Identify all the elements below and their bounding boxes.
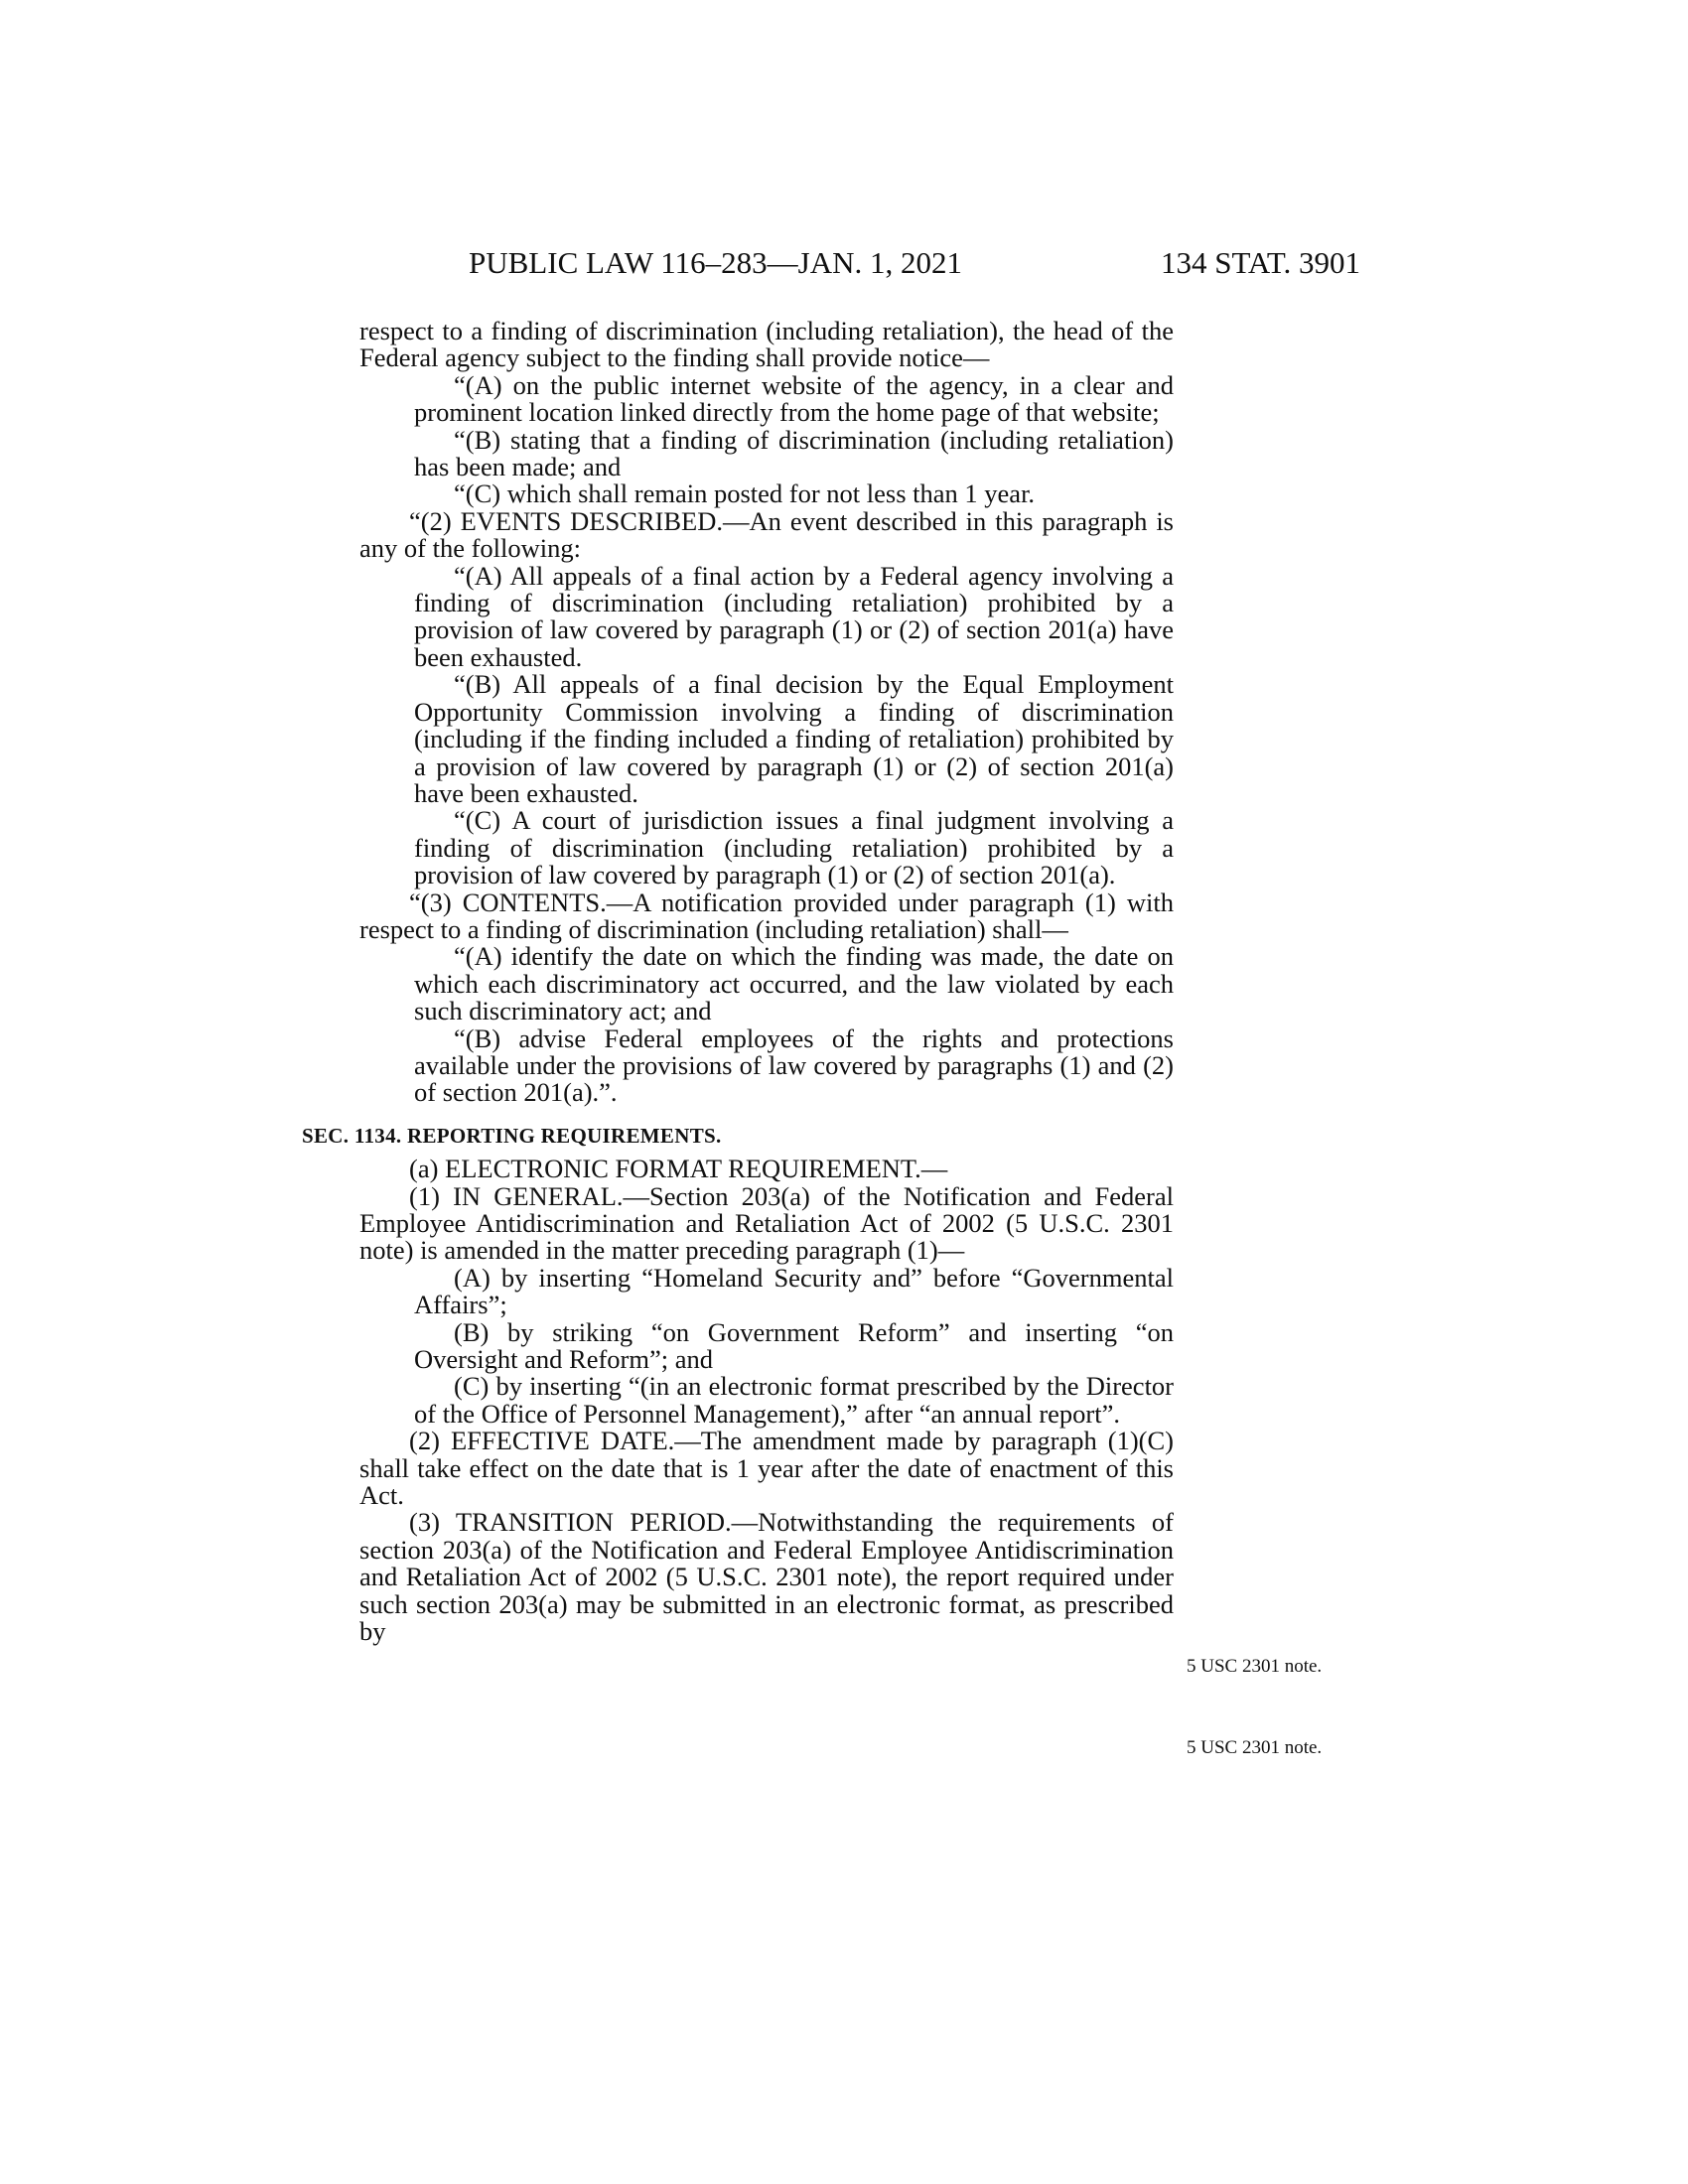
paragraph: (A) by inserting “Homeland Security and” before “Governmental Affairs”; (414, 1262, 1174, 1320)
paragraph: “(C) A court of jurisdiction issues a final judgment involving a finding of discrimination (including retaliation) prohibited by a provision of law covered by paragraph (1) or (2) of section 201(a). (414, 805, 1174, 890)
paragraph: respect to a finding of discrimination (including retaliation), the head of the Federal agency subject to the finding shall provide notice— (359, 316, 1174, 373)
paragraph: (2) EFFECTIVE DATE.—The amendment made by paragraph (1)(C) shall take effect on the date that is 1 year after the date of enactment of this Act. (359, 1426, 1174, 1511)
running-header-page-number: 134 STAT. 3901 (1160, 245, 1360, 280)
margin-note: 5 USC 2301 note. (1187, 1737, 1323, 1758)
paragraph: “(C) which shall remain posted for not less than 1 year. (454, 478, 1036, 509)
paragraph: (1) IN GENERAL.—Section 203(a) of the Notification and Federal Employee Antidiscrimination and Retaliation Act of 2002 (5 U.S.C. 2301 note) is amended in the matter preceding paragraph (1)— (359, 1180, 1174, 1266)
paragraph: (a) ELECTRONIC FORMAT REQUIREMENT.— (409, 1154, 948, 1184)
paragraph: (B) by striking “on Government Reform” and inserting “on Oversight and Reform”; and (414, 1316, 1174, 1375)
paragraph: “(B) All appeals of a final decision by the Equal Employment Opportunity Commission involving a finding of discrimination (including if the finding included a finding of retaliation) prohibited by a provision of law covered by paragraph (1) or (2) of section 201(a) have been exhausted. (414, 669, 1174, 808)
paragraph: “(A) All appeals of a final action by a Federal agency involving a finding of discrimination (including retaliation) prohibited by a provision of law covered by paragraph (1) or (2) of section 201(a) have been exhausted. (414, 560, 1174, 672)
paragraph: “(B) stating that a finding of discrimination (including retaliation) has been made; and (414, 424, 1174, 482)
paragraph: (3) TRANSITION PERIOD.—Notwithstanding the requirements of section 203(a) of the Notification and Federal Employee Antidiscrimination and Retaliation Act of 2002 (5 U.S.C. 2301 note), the report required under such section 203(a) may be submitted in an electronic format, as prescribed by (359, 1507, 1174, 1647)
paragraph: “(3) CONTENTS.—A notification provided under paragraph (1) with respect to a finding of discrimination (including retaliation) shall— (359, 887, 1174, 944)
paragraph: “(2) EVENTS DESCRIBED.—An event described in this paragraph is any of the following: (359, 505, 1174, 564)
margin-note: 5 USC 2301 note. (1187, 1656, 1323, 1677)
paragraph: “(B) advise Federal employees of the rights and protections available under the provisions of law covered by paragraphs (1) and (2) of section 201(a).”. (414, 1023, 1174, 1108)
paragraph: “(A) on the public internet website of the agency, in a clear and prominent location linked directly from the home page of that website; (414, 369, 1174, 428)
paragraph: (C) by inserting “(in an electronic format prescribed by the Director of the Office of Personnel Management),” after “an annual report”. (414, 1371, 1174, 1429)
section-heading: SEC. 1134. REPORTING REQUIREMENTS. (302, 1123, 722, 1148)
running-header-title: PUBLIC LAW 116–283—JAN. 1, 2021 (469, 245, 962, 280)
paragraph: “(A) identify the date on which the finding was made, the date on which each discriminatory act occurred, and the law violated by each such discriminatory act; and (414, 941, 1174, 1026)
document-body (302, 316, 1174, 1647)
